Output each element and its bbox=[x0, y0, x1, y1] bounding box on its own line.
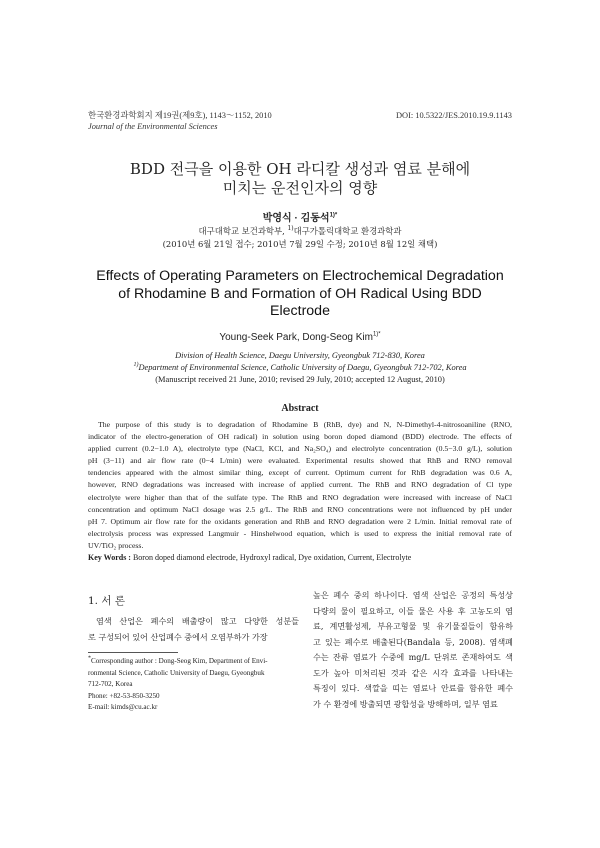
keywords-text: Boron doped diamond electrode, Hydroxyl radical, Dye oxidation, Current, Electrolyte bbox=[132, 553, 412, 562]
title-en-line2: of Rhodamine B and Formation of OH Radical Using BDD bbox=[118, 285, 482, 302]
doi: DOI: 10.5322/JES.2010.19.9.1143 bbox=[395, 111, 512, 120]
title-en-line1: Effects of Operating Parameters on Electrochemical Degradation bbox=[96, 268, 504, 284]
section-heading: 1. 서 론 bbox=[88, 595, 125, 607]
footnote-text: ronmental Science, Catholic University of Daegu, Gyeongbuk bbox=[88, 668, 265, 677]
authors-ko bbox=[60, 209, 540, 224]
abstract-line: however, RNO degradations was increased with increase of applied current. The RhB and RNO degradation of Cl type bbox=[88, 480, 512, 490]
abstract-line: pH (3−11) and air flow rate (0−4 L/min) were evaluated. Experimental results showed that RhB and RNO removal bbox=[88, 456, 512, 466]
abstract-line: pH 7. Optimum air flow rate for the oxidants generation and RhB and RNO degradation were 2 L/min. Initial removal rate of bbox=[88, 516, 512, 526]
footnote bbox=[88, 656, 303, 714]
footnote-text: Phone: +82-53-850-3250 bbox=[88, 691, 160, 700]
intro-right-line: 특징이 있다. 색깔을 띠는 염료나 안료를 함유한 폐수 bbox=[313, 683, 513, 693]
authors-en-sup: 1)* bbox=[372, 331, 381, 338]
abstract-line: indicator of the electro-generation of OH radical) in solution using boron doped diamond (BDD) electrode. The effects of bbox=[88, 432, 512, 442]
footnote-line bbox=[88, 656, 303, 668]
footnote-text: 712-702, Korea bbox=[88, 680, 133, 689]
abstract-line: UV/TiO₂ process. bbox=[88, 540, 144, 550]
affiliation-en-2 bbox=[40, 362, 560, 374]
abstract-line: electrolyte were higher than that of the sulfate type. The RhB and RNO degradation were increased with increase of NaCl bbox=[88, 492, 512, 502]
intro-right-line: 다량의 물이 필요하고, 이들 물은 사용 후 고농도의 염 bbox=[313, 605, 513, 616]
manuscript-dates: (Manuscript received 21 June, 2010; revised 29 July, 2010; accepted 12 August, 2010) bbox=[155, 375, 445, 385]
intro-right-line: 도가 높아 미처리된 것과 같은 시각 효과를 나타내는 bbox=[313, 667, 513, 678]
authors-ko-sup: 1)* bbox=[329, 212, 338, 219]
footnote-line bbox=[88, 679, 303, 691]
affiliation-en-1: Division of Health Science, Daegu University, Gyeongbuk 712-830, Korea bbox=[175, 351, 425, 360]
intro-left-line: 염색 산업은 폐수의 배출량이 많고 다양한 성분들 bbox=[96, 616, 299, 626]
affiliation-ko-sup: 1) bbox=[287, 225, 294, 233]
dates-ko: (2010년 6월 21일 접수; 2010년 7월 29일 수정; 2010년 8월 12일 채택) bbox=[162, 239, 438, 249]
affiliation-ko-2: 대구가톨릭대학교 환경과학과 bbox=[293, 226, 402, 236]
intro-right-line: 고 있는 폐수로 배출된다(Bandala 등, 2008). 염색폐 bbox=[313, 636, 513, 647]
affiliation-en bbox=[40, 350, 560, 387]
footnote-star: * bbox=[88, 655, 91, 662]
abstract-line: The purpose of this study is to degradation of Rhodamine B (RhB, dye) and N, N-Dimethyl-4-nitrosoaniline (RNO, bbox=[98, 420, 512, 429]
authors-en bbox=[60, 332, 540, 343]
keywords-label: Key Words : bbox=[88, 553, 133, 562]
title-ko-line1: BDD 전극을 이용한 OH 라디칼 생성과 염료 분해에 bbox=[129, 160, 471, 178]
intro-right-line: 료, 계면활성제, 부유고형물 및 유기물질들이 함유하 bbox=[313, 621, 513, 631]
title-en-line3: Electrode bbox=[270, 303, 330, 319]
abstract-line: concentration and optimum NaCl dosage was 2.5 g/L. The RhB and RNO concentrations were not influenced by pH under bbox=[88, 504, 512, 514]
keywords bbox=[88, 553, 411, 562]
footnote-line bbox=[88, 668, 303, 680]
intro-right-line: 높은 폐수 중의 하나이다. 염색 산업은 공정의 특성상 bbox=[313, 590, 513, 600]
authors-en-names: Young-Seek Park, Dong-Seog Kim bbox=[219, 332, 373, 343]
title-en bbox=[50, 268, 550, 321]
affiliation-en-2-sup: 1) bbox=[133, 362, 139, 369]
abstract-body bbox=[88, 419, 512, 552]
footnote-text: Corresponding author : Dong-Seog Kim, Department of Envi- bbox=[91, 657, 268, 665]
abstract-line: electrolysis process was expressed Langmuir - Hinshelwood equation, which is used to express the initial removal rate of bbox=[88, 528, 512, 538]
footnote-line bbox=[88, 702, 303, 714]
abstract-line: tendencies appeared with the almost similar thing, except of current. Optimum current for RhB degradation was 0.6 A, bbox=[88, 468, 512, 478]
title-ko bbox=[60, 160, 540, 198]
footnote-text: E-mail: kimds@cu.ac.kr bbox=[88, 703, 158, 712]
intro-left-column bbox=[88, 614, 299, 645]
affiliation-en-2-text: Department of Environmental Science, Catholic University of Daegu, Gyeongbuk 712-702, Korea bbox=[138, 363, 467, 373]
intro-left-line: 로 구성되어 있어 산업폐수 중에서 오염부하가 가장 bbox=[88, 631, 268, 642]
intro-right-line: 가 수 환경에 방출되면 광합성을 방해하며, 일부 염료 bbox=[313, 698, 498, 709]
footnote-line bbox=[88, 691, 303, 703]
affiliation-ko bbox=[60, 225, 540, 237]
title-ko-line2: 미치는 운전인자의 영향 bbox=[222, 179, 378, 197]
abstract-line: applied current (0.2−1.0 A), electrolyte type (NaCl, KCl, and Na₂SO₄) and electrolyte concentration (0.5−3.0 g/L), solution bbox=[88, 444, 512, 454]
authors-ko-names: 박영식 · 김동석 bbox=[262, 213, 330, 224]
intro-right-column bbox=[313, 588, 513, 712]
intro-right-line: 수는 잔류 염료가 수중에 mg/L 단위로 존재하여도 색 bbox=[313, 652, 513, 662]
journal-citation-ko: 한국환경과학회지 제19권(제9호), 1143～1152, 2010 bbox=[88, 111, 272, 120]
footnote-divider bbox=[88, 652, 178, 653]
affiliation-ko-1: 대구대학교 보건과학부, bbox=[198, 226, 288, 236]
abstract-heading: Abstract bbox=[281, 403, 319, 414]
journal-name-en: Journal of the Environmental Sciences bbox=[88, 122, 218, 131]
